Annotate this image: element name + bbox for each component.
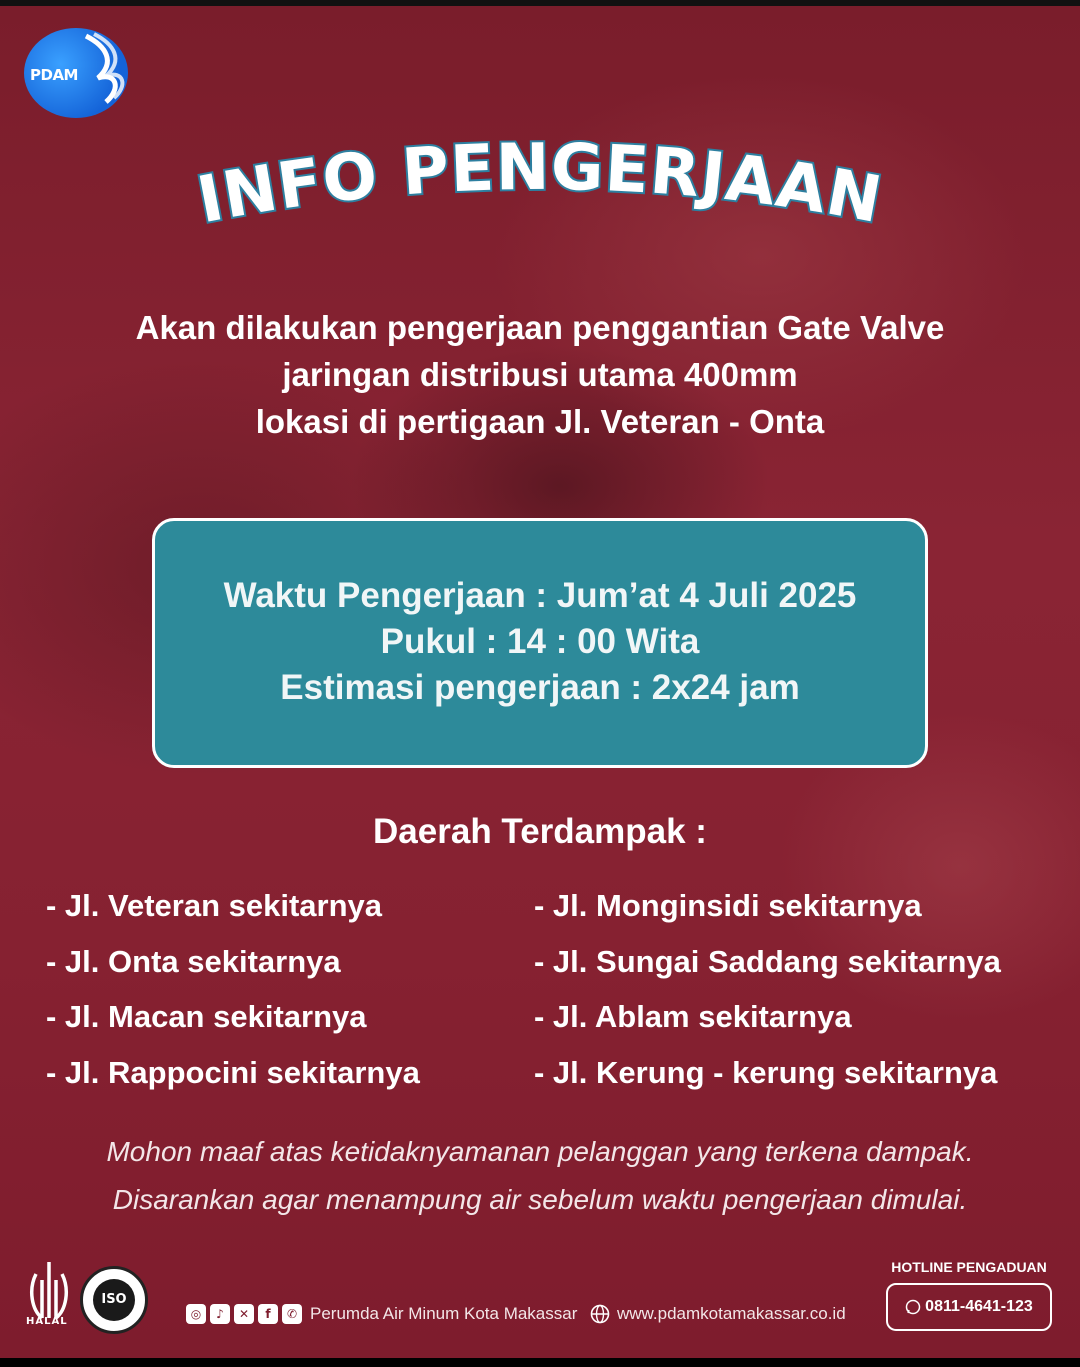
area-item: - Jl. Rappocini sekitarnya — [46, 1054, 420, 1090]
instagram-icon[interactable]: ◎ — [186, 1304, 206, 1324]
schedule-time: Pukul : 14 : 00 Wita — [380, 622, 700, 661]
area-item: - Jl. Sungai Saddang sekitarnya — [534, 943, 1001, 979]
intro-line-1: Akan dilakukan pengerjaan penggantian Gate Valve — [135, 309, 945, 346]
area-item: - Jl. Macan sekitarnya — [46, 999, 367, 1034]
note-line-1: Mohon maaf atas ketidaknyamanan pelanggan yang terkena dampak. — [106, 1136, 974, 1167]
whatsapp-icon — [905, 1299, 921, 1315]
area-item: - Jl. Kerung - kerung sekitarnya — [534, 1054, 998, 1090]
pdam-logo — [24, 28, 128, 118]
x-icon[interactable]: ✕ — [234, 1304, 254, 1324]
halal-label: HALAL — [26, 1316, 68, 1327]
iso-badge — [80, 1266, 148, 1334]
svg-text:INFO PENGERJAAN — [192, 134, 888, 238]
intro-text — [40, 304, 1040, 445]
schedule-box — [152, 518, 928, 768]
organization-name: Perumda Air Minum Kota Makassar — [310, 1304, 578, 1323]
area-item: - Jl. Onta sekitarnya — [46, 943, 341, 979]
intro-line-2: jaringan distribusi utama 400mm — [282, 356, 798, 393]
page-title — [120, 134, 960, 254]
social-icons — [186, 1304, 302, 1324]
note-line-2: Disarankan agar menampung air sebelum waktu pengerjaan dimulai. — [112, 1184, 968, 1215]
title-text: INFO PENGERJAAN — [191, 134, 888, 239]
affected-areas-right — [534, 878, 1001, 1100]
area-item: - Jl. Veteran sekitarnya — [46, 888, 383, 923]
area-item: - Jl. Monginsidi sekitarnya — [534, 888, 922, 923]
hotline-label: HOTLINE PENGADUAN — [891, 1259, 1047, 1275]
iso-label: ISO — [93, 1279, 135, 1321]
logo-text: PDAM — [30, 66, 78, 84]
affected-areas-left — [46, 878, 420, 1100]
poster — [0, 6, 1080, 1358]
hotline-button[interactable] — [886, 1283, 1052, 1331]
affected-areas-title: Daerah Terdampak : — [373, 812, 707, 851]
facebook-icon[interactable]: f — [258, 1304, 278, 1324]
area-item: - Jl. Ablam sekitarnya — [534, 999, 852, 1034]
hotline-number: 0811-4641-123 — [925, 1298, 1033, 1315]
water-drop-icon — [76, 32, 126, 116]
schedule-date: Waktu Pengerjaan : Jum’at 4 Juli 2025 — [223, 576, 857, 615]
whatsapp-icon[interactable]: ✆ — [282, 1304, 302, 1324]
schedule-estimate: Estimasi pengerjaan : 2x24 jam — [280, 668, 800, 707]
globe-icon — [590, 1304, 610, 1324]
tiktok-icon[interactable]: ♪ — [210, 1304, 230, 1324]
apology-note — [0, 1128, 1080, 1224]
intro-line-3: lokasi di pertigaan Jl. Veteran - Onta — [255, 403, 825, 440]
website-link[interactable]: www.pdamkotamakassar.co.id — [617, 1304, 846, 1323]
